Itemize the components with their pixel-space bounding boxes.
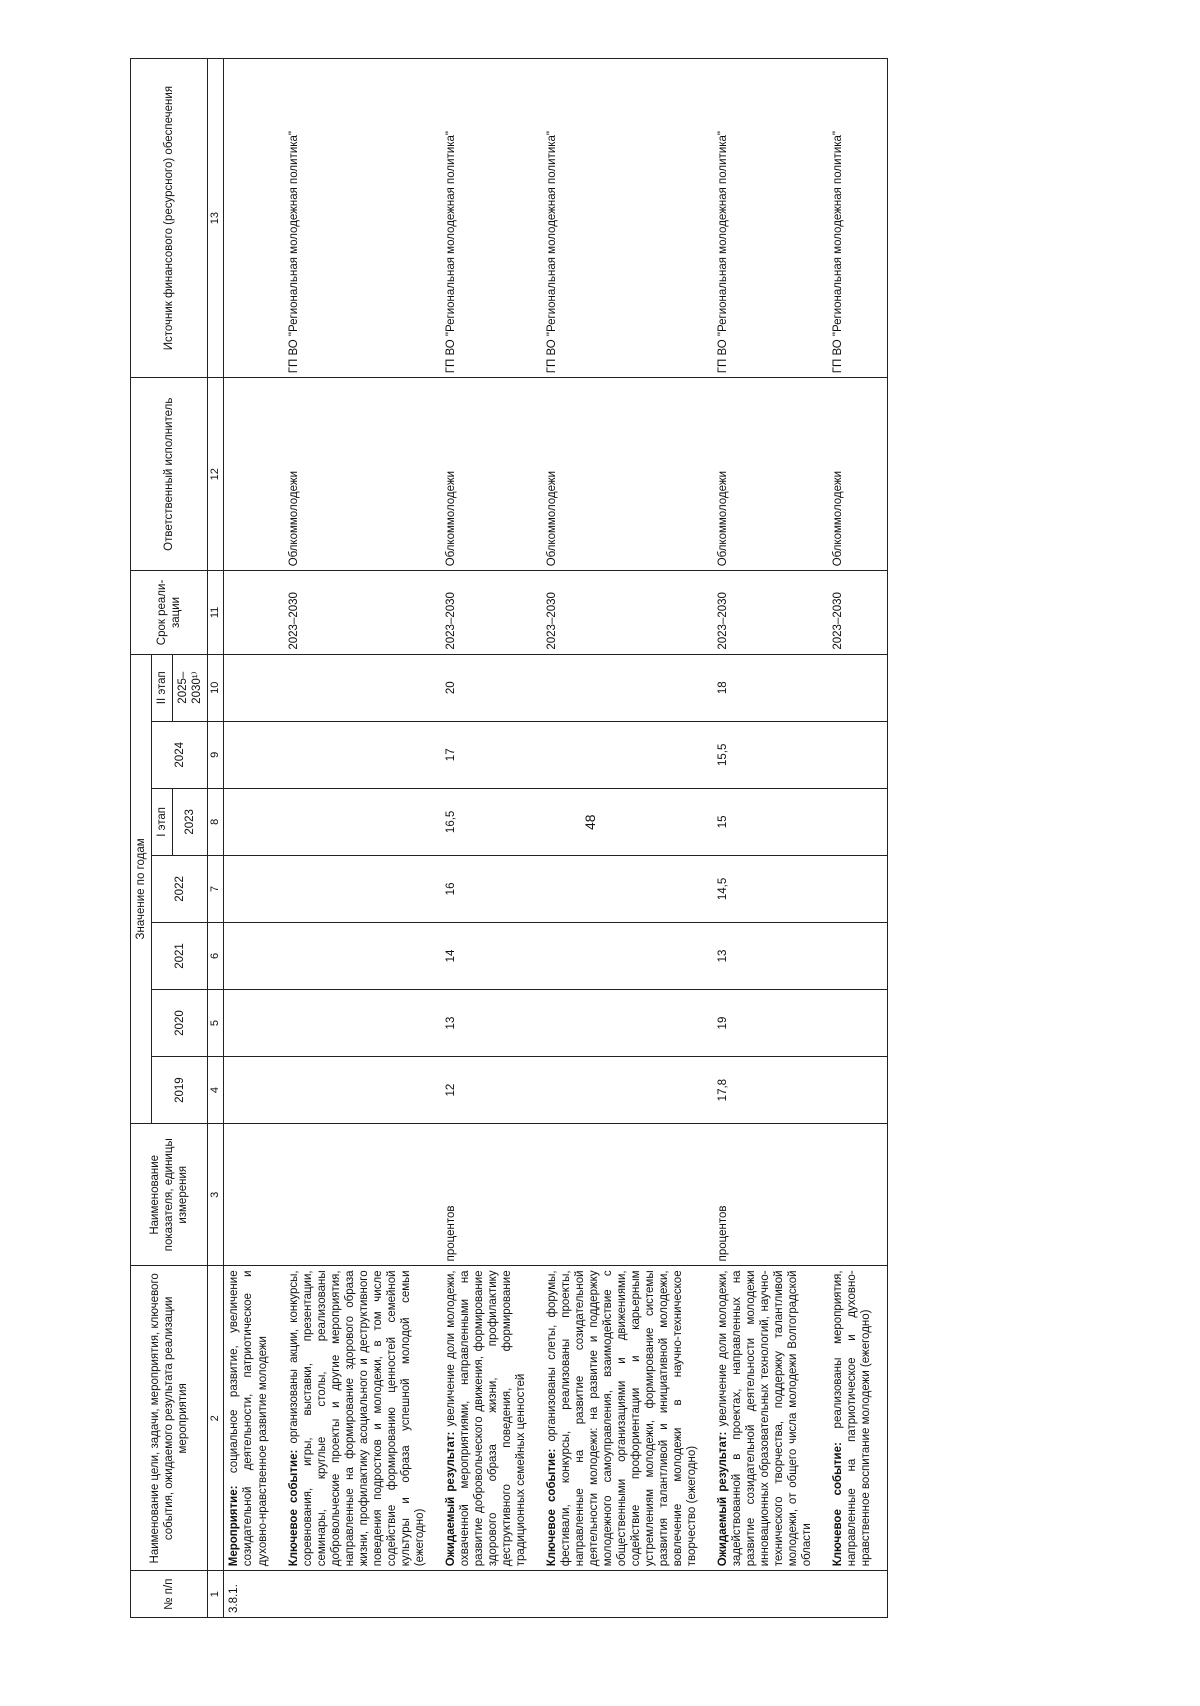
header-name: Наименование цели, задачи, мероприятия, ключевого события, ожидаемого результата реализации мероприятия (131, 1266, 208, 1571)
row-text: увеличение доли молодежи, охваченной мероприятиями, направленными на развитие добровольческого движения, формирование здорового образа жизни, профилактику деструктивного поведения, формирование традиционных семейных ценностей (444, 1270, 527, 1567)
table-row (284, 59, 441, 1618)
cell-indicator (284, 1124, 441, 1266)
cell-term: 2023–2030 (713, 571, 828, 654)
row-text: организованы акции, конкурсы, соревнования, игры, выставки, презентации, семинары, круглые столы, реализованы добровольческие проекты и другие мероприятия, направленные на формирование здорового образа жизни, профилактику асоциального и деструктивного поведения подростков и молодежи, в том числе содействие формированию ценностей семейной культуры и образа успешной молодой семьи (ежегодно) (287, 1270, 426, 1567)
row-text: увеличение доли молодежи, задействованной в проектах, направленных на развитие созидательной деятельности молодежи инновационных образовательных технологий, научно-технического творчества, поддержку талантливой молодежи, от общего числа молодежи Волгоградской области (716, 1270, 814, 1567)
cell-v2019 (224, 1057, 284, 1124)
cell-v2022 (542, 855, 713, 922)
column-index-13: 13 (208, 59, 224, 378)
header-source: Источник финансового (ресурсного) обеспечения (131, 59, 208, 378)
cell-term (224, 571, 284, 654)
cell-v2024 (542, 721, 713, 788)
column-index-4: 4 (208, 1057, 224, 1124)
cell-term: 2023–2030 (441, 571, 542, 654)
cell-v2025-2030 (828, 654, 888, 721)
row-number (441, 1571, 542, 1618)
column-index-11: 11 (208, 571, 224, 654)
cell-v2020 (224, 990, 284, 1057)
row-number (713, 1571, 828, 1618)
table-row (713, 59, 828, 1618)
cell-v2024 (224, 721, 284, 788)
header-2022: 2022 (152, 855, 208, 922)
cell-v2023 (542, 788, 713, 855)
column-index-2: 2 (208, 1266, 224, 1571)
row-number (284, 1571, 441, 1618)
cell-v2021: 14 (441, 922, 542, 989)
cell-source: ГП ВО "Региональная молодежная политика" (284, 59, 441, 378)
page-number: 48 (582, 814, 598, 830)
cell-v2024 (284, 721, 441, 788)
cell-v2023: 15 (713, 788, 828, 855)
cell-indicator (542, 1124, 713, 1266)
cell-v2021: 13 (713, 922, 828, 989)
cell-v2021 (224, 922, 284, 989)
cell-indicator (224, 1124, 284, 1266)
cell-v2022: 16 (441, 855, 542, 922)
cell-v2024: 17 (441, 721, 542, 788)
column-index-row (208, 59, 224, 1618)
row-description (542, 1266, 713, 1571)
cell-indicator: процентов (441, 1124, 542, 1266)
cell-executor: Облкоммолодежи (284, 378, 441, 571)
row-number: 3.8.1. (224, 1571, 284, 1618)
indicators-table (130, 58, 888, 1618)
cell-source: ГП ВО "Региональная молодежная политика" (713, 59, 828, 378)
cell-v2025-2030: 18 (713, 654, 828, 721)
column-index-1: 1 (208, 1571, 224, 1618)
cell-v2025-2030: 20 (441, 654, 542, 721)
column-index-7: 7 (208, 855, 224, 922)
cell-source: ГП ВО "Региональная молодежная политика" (828, 59, 888, 378)
header-2019: 2019 (152, 1057, 208, 1124)
cell-v2024: 15,5 (713, 721, 828, 788)
table-body (224, 59, 888, 1618)
header-values-by-year: Значение по годам (131, 654, 152, 1124)
header-stage1: I этап (152, 788, 173, 855)
cell-v2025-2030 (224, 654, 284, 721)
cell-term: 2023–2030 (284, 571, 441, 654)
cell-v2020 (284, 990, 441, 1057)
cell-v2021 (542, 922, 713, 989)
cell-executor: Облкоммолодежи (713, 378, 828, 571)
header-2025-2030: 2025–2030¹⁾ (173, 654, 208, 721)
row-number (828, 1571, 888, 1618)
row-description (441, 1266, 542, 1571)
cell-v2019 (284, 1057, 441, 1124)
table-row (224, 59, 284, 1618)
row-description (224, 1266, 284, 1571)
cell-v2024 (828, 721, 888, 788)
cell-indicator: процентов (713, 1124, 828, 1266)
cell-executor (224, 378, 284, 571)
cell-v2019 (828, 1057, 888, 1124)
cell-source: ГП ВО "Региональная молодежная политика" (542, 59, 713, 378)
table-row (828, 59, 888, 1618)
cell-v2021 (284, 922, 441, 989)
table-row (441, 59, 542, 1618)
cell-v2025-2030 (542, 654, 713, 721)
cell-executor: Облкоммолодежи (542, 378, 713, 571)
header-2023: 2023 (173, 788, 208, 855)
row-lead: Ключевое событие: (545, 1448, 558, 1567)
cell-term: 2023–2030 (542, 571, 713, 654)
row-lead: Ожидаемый результат: (444, 1431, 457, 1567)
table-header (131, 59, 224, 1618)
cell-indicator (828, 1124, 888, 1266)
row-description (713, 1266, 828, 1571)
cell-v2022 (828, 855, 888, 922)
row-lead: Мероприятие: (228, 1485, 241, 1567)
cell-v2020 (828, 990, 888, 1057)
header-term: Срок реали-зации (131, 571, 208, 654)
cell-v2022 (284, 855, 441, 922)
row-text: организованы слеты, форумы, фестивали, конкурсы, реализованы проекты, направленные на развитие созидательной деятельности молодежи: на развитие и поддержку молодежного самоуправления, взаимодействие с общественными организациями и движениями, содействие профориентации и карьерным устремлениям молодежи, формирование системы развития талантливой и инициативной молодежи, вовлечение молодежи в научно-техническое творчество (ежегодно) (545, 1270, 698, 1567)
cell-v2019 (542, 1057, 713, 1124)
cell-v2023 (224, 788, 284, 855)
header-stage2: II этап (152, 654, 173, 721)
cell-v2022 (224, 855, 284, 922)
row-number (542, 1571, 713, 1618)
cell-v2025-2030 (284, 654, 441, 721)
column-index-6: 6 (208, 922, 224, 989)
column-index-8: 8 (208, 788, 224, 855)
cell-v2020: 13 (441, 990, 542, 1057)
header-indicator: Наименование показателя, единицы измерения (131, 1124, 208, 1266)
cell-term: 2023–2030 (828, 571, 888, 654)
column-index-9: 9 (208, 721, 224, 788)
cell-v2019: 12 (441, 1057, 542, 1124)
column-index-3: 3 (208, 1124, 224, 1266)
header-2021: 2021 (152, 922, 208, 989)
row-text: социальное развитие, увеличение созидательной деятельности, патриотическое и духовно-нравственное развитие молодежи (228, 1270, 269, 1567)
cell-source (224, 59, 284, 378)
header-2024: 2024 (152, 721, 208, 788)
column-index-5: 5 (208, 990, 224, 1057)
column-index-10: 10 (208, 654, 224, 721)
table-row (542, 59, 713, 1618)
cell-v2019: 17,8 (713, 1057, 828, 1124)
cell-v2023: 16,5 (441, 788, 542, 855)
column-index-12: 12 (208, 378, 224, 571)
row-description (828, 1266, 888, 1571)
cell-source: ГП ВО "Региональная молодежная политика" (441, 59, 542, 378)
row-lead: Ожидаемый результат: (716, 1431, 729, 1567)
cell-v2023 (284, 788, 441, 855)
header-2020: 2020 (152, 990, 208, 1057)
row-text: реализованы мероприятия, направленные на патриотическое и духовно-нравственное воспитание молодежи (ежегодно) (832, 1270, 873, 1567)
cell-executor: Облкоммолодежи (828, 378, 888, 571)
cell-executor: Облкоммолодежи (441, 378, 542, 571)
cell-v2023 (828, 788, 888, 855)
cell-v2021 (828, 922, 888, 989)
rotated-table-container (130, 58, 1130, 1618)
row-lead: Ключевое событие: (832, 1442, 845, 1567)
row-lead: Ключевое событие: (287, 1449, 300, 1567)
cell-v2020 (542, 990, 713, 1057)
cell-v2020: 19 (713, 990, 828, 1057)
header-executor: Ответственный исполнитель (131, 378, 208, 571)
header-num: № п/п (131, 1571, 208, 1618)
row-description (284, 1266, 441, 1571)
cell-v2022: 14,5 (713, 855, 828, 922)
